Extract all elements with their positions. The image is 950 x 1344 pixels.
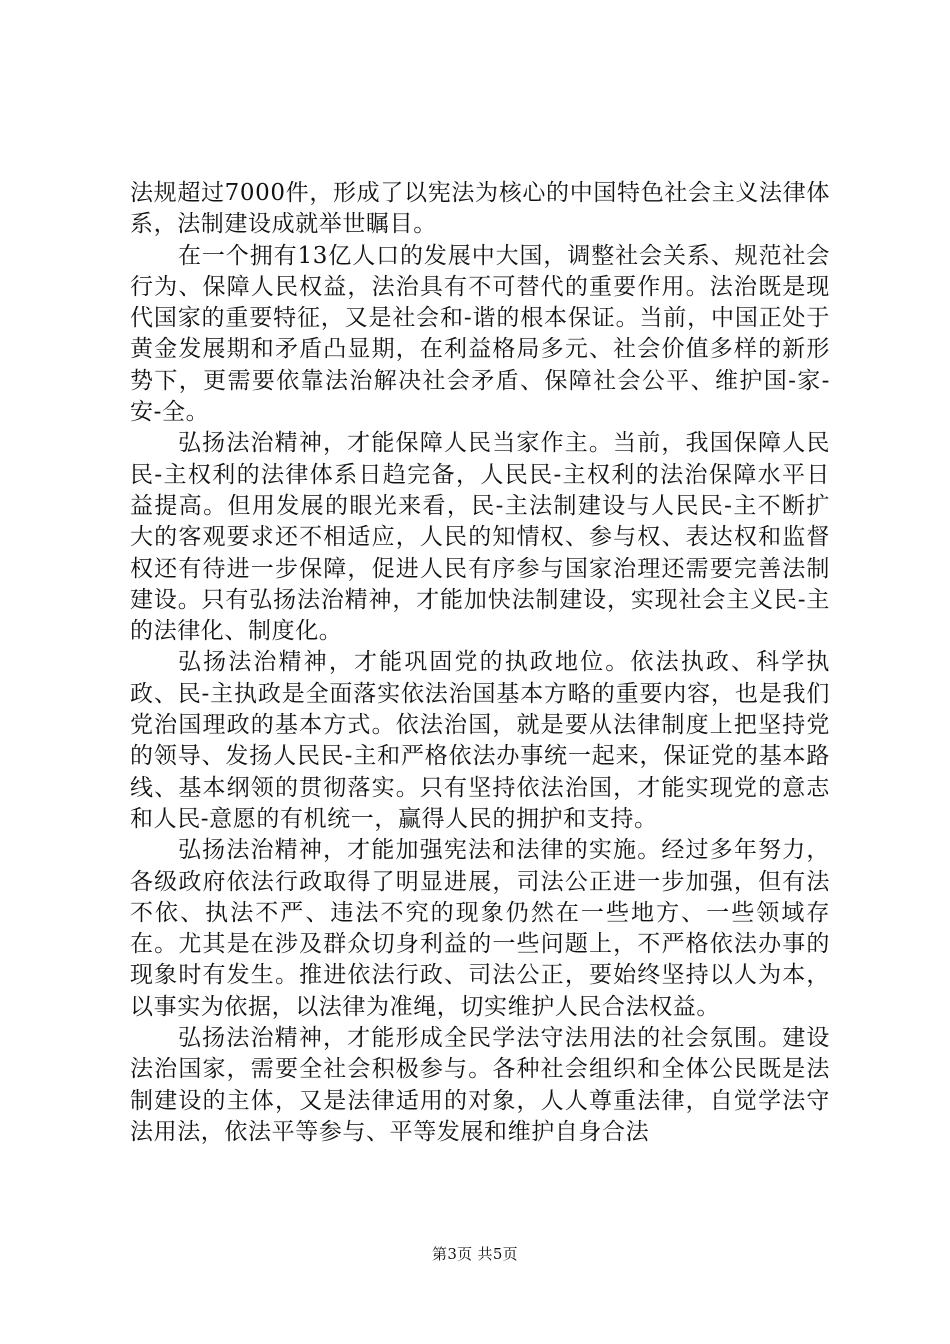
document-body bbox=[130, 178, 830, 1148]
page-number-footer: 第3页 共5页 bbox=[432, 1245, 518, 1263]
paragraph-social-atmosphere: 弘扬法治精神，才能形成全民学法守法用法的社会氛围。建设法治国家，需要全社会积极参与。各种社会组织和全体公民既是法制建设的主体，又是法律适用的对象，人人尊重法律，自觉学法守法用法，依法平等参与、平等发展和维护自身合法 bbox=[130, 1025, 830, 1145]
paragraph-people-masters: 弘扬法治精神，才能保障人民当家作主。当前，我国保障人民民-主权利的法律体系日趋完备，人民民-主权利的法治保障水平日益提高。但用发展的眼光来看，民-主法制建设与人民民-主不断扩大的客观要求还不相适应，人民的知情权、参与权、表达权和监督权还有待进一步保障，促进人民有序参与国家治理还需要完善法制建设。只有弘扬法治精神，才能加快法制建设，实现社会主义民-主的法律化、制度化。 bbox=[130, 430, 830, 645]
paragraph-constitution-implementation: 弘扬法治精神，才能加强宪法和法律的实施。经过多年努力，各级政府依法行政取得了明显进展，司法公正进一步加强，但有法不依、执法不严、违法不究的现象仍然在一些地方、一些领域存在。尤其是在涉及群众切身利益的一些问题上，不严格依法办事的现象时有发生。推进依法行政、司法公正，要始终坚持以人为本，以事实为依据，以法律为准绳，切实维护人民合法权益。 bbox=[130, 837, 830, 1020]
paragraph-ruling-position: 弘扬法治精神，才能巩固党的执政地位。依法执政、科学执政、民-主执政是全面落实依法治国基本方略的重要内容，也是我们党治国理政的基本方式。依法治国，就是要从法律制度上把坚持党的领导、发扬人民民-主和严格依法办事统一起来，保证党的基本路线、基本纲领的贯彻落实。只有坚持依法治国，才能实现党的意志和人民-意愿的有机统一，赢得人民的拥护和支持。 bbox=[130, 649, 830, 832]
paragraph-continuation: 法规超过7000件，形成了以宪法为核心的中国特色社会主义法律体系，法制建设成就举世瞩目。 bbox=[130, 180, 830, 238]
paragraph-rule-of-law-role: 在一个拥有13亿人口的发展中大国，调整社会关系、规范社会行为、保障人民权益，法治具有不可替代的重要作用。法治既是现代国家的重要特征，又是社会和-谐的根本保证。当前，中国正处于黄金发展期和矛盾凸显期，在利益格局多元、社会价值多样的新形势下，更需要依靠法治解决社会矛盾、保障社会公平、维护国-家-安-全。 bbox=[130, 242, 830, 426]
